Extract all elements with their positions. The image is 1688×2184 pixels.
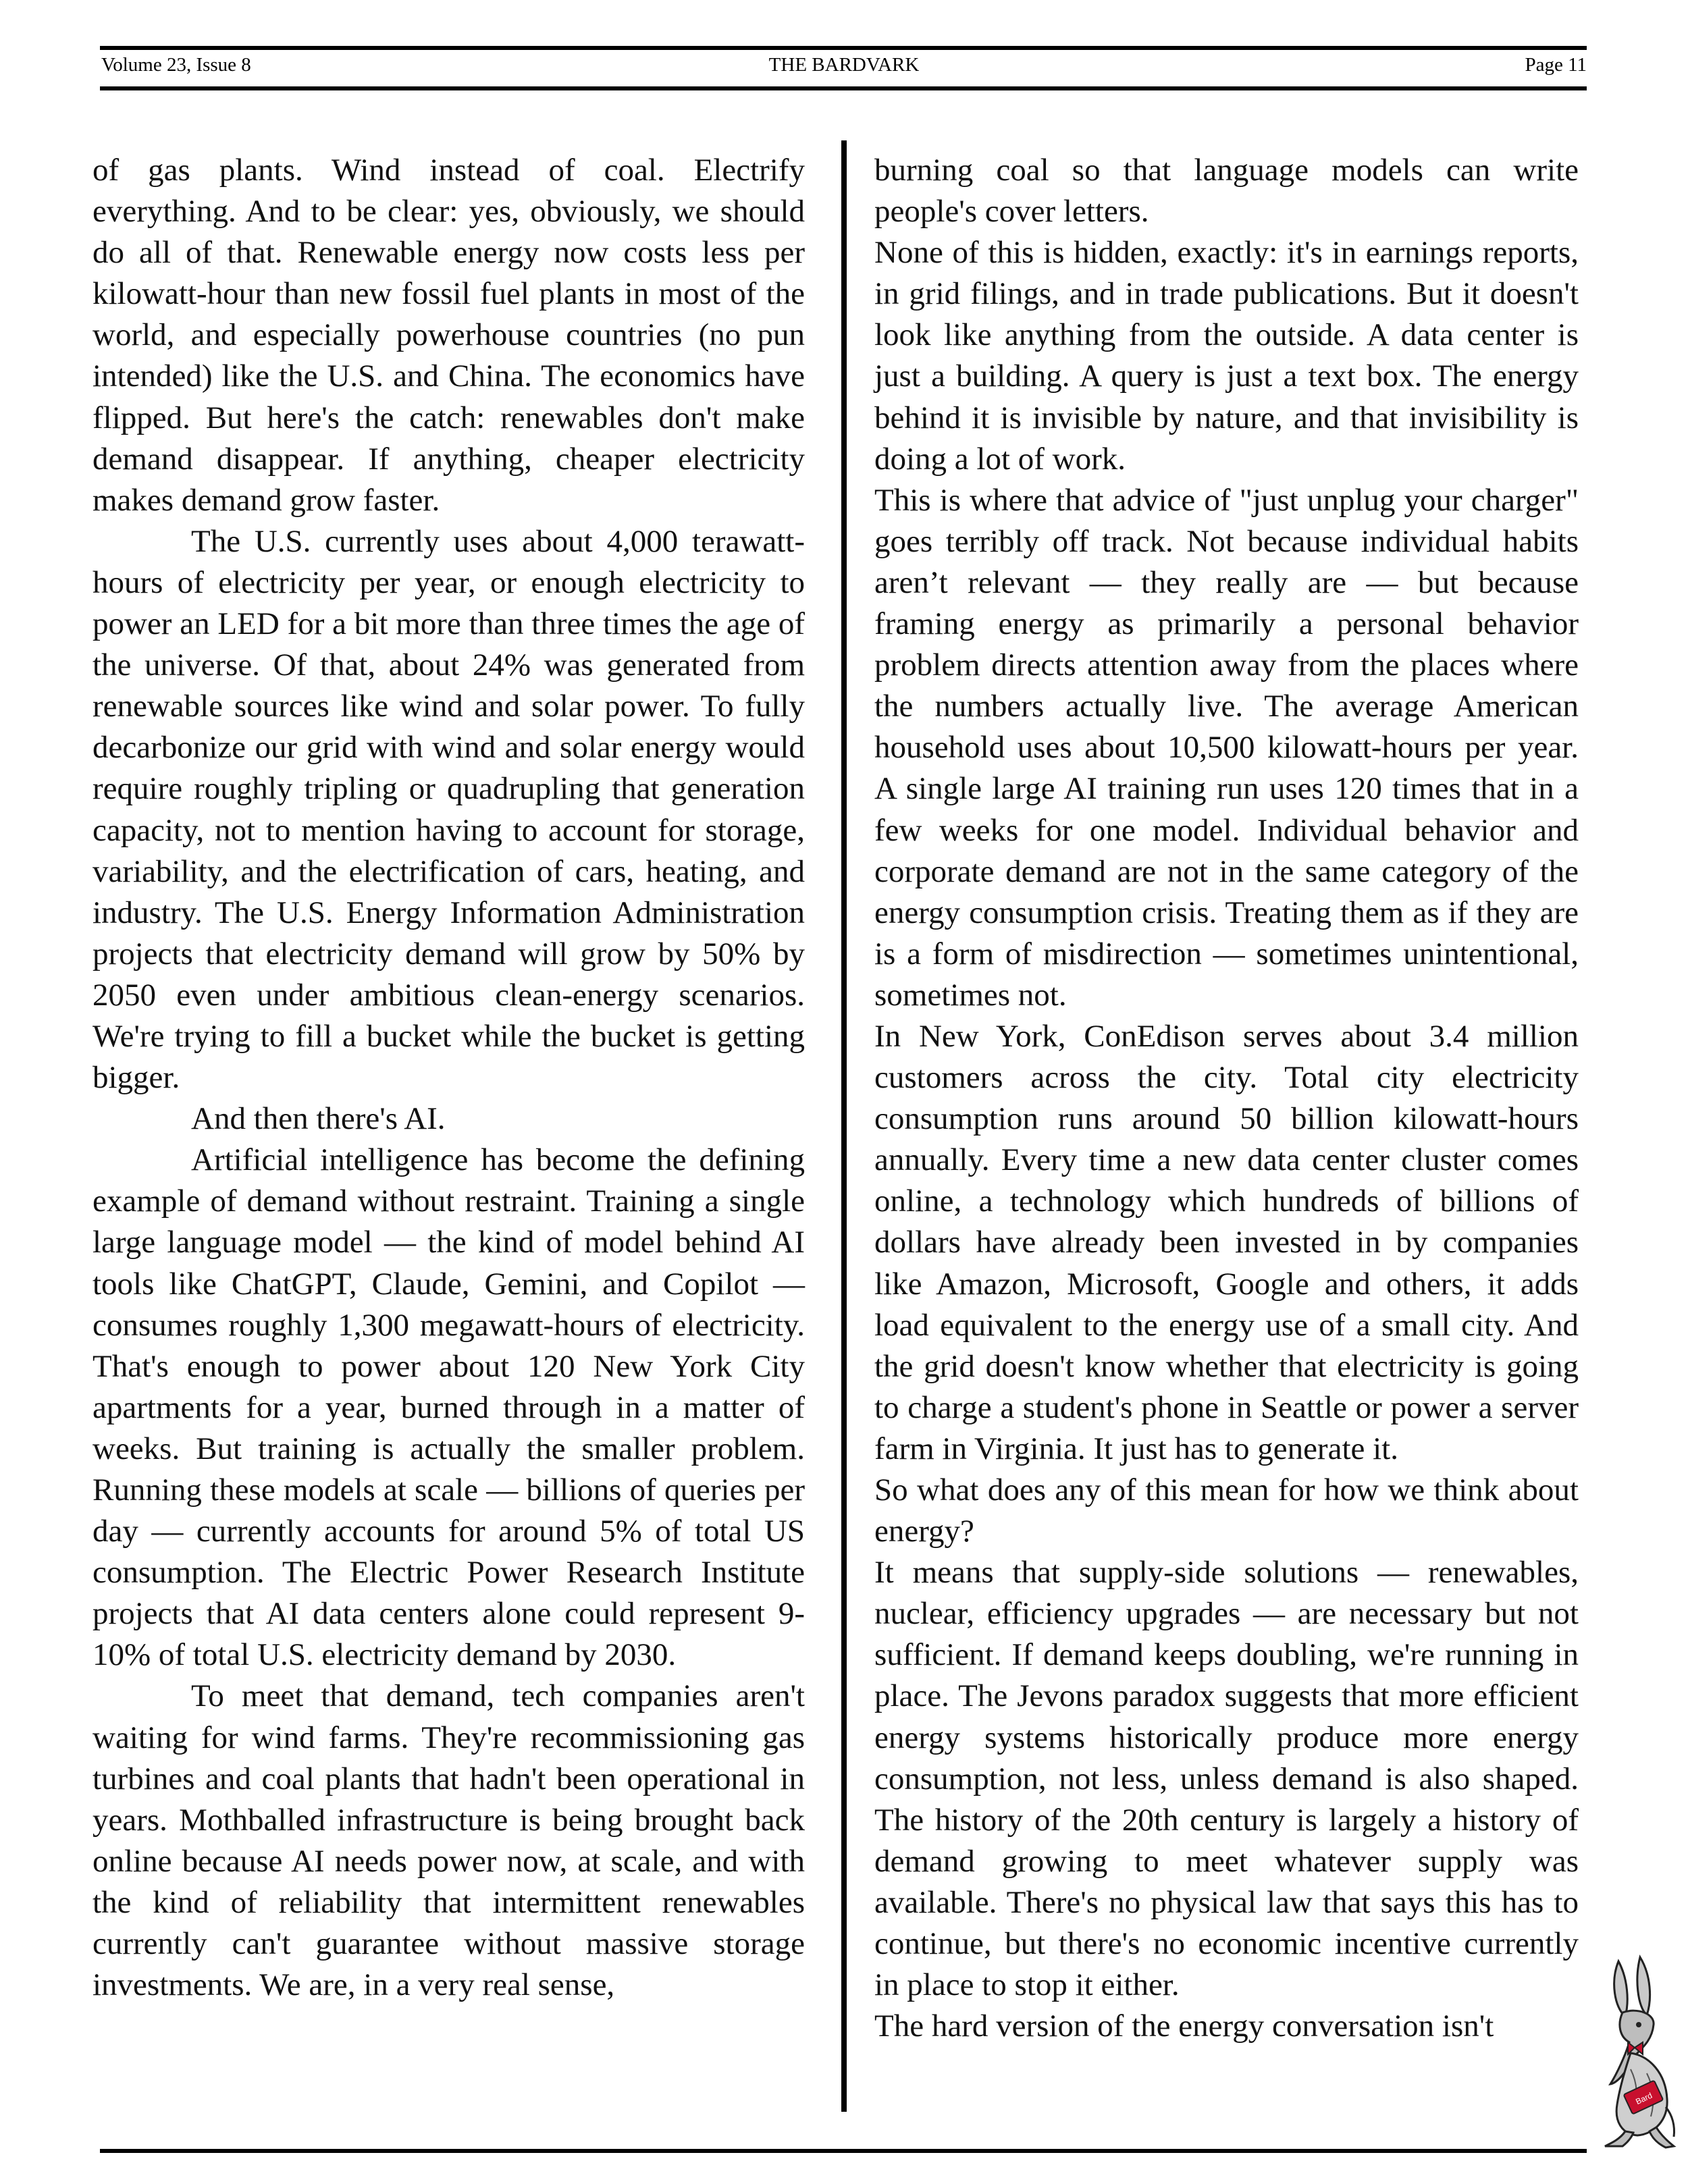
column-divider [841,140,847,2112]
paragraph-none-hidden: None of this is hidden, exactly: it's in earnings reports, in grid filings, and in trade publications. But it doesn't look like anything from the outside. A data center is just a building. A query is just a text box. The energy behind it is invisible by nature, and that invisibility is doing a lot of work. [874,235,1579,477]
footer-rule [100,2149,1587,2153]
paragraph-hard-version: The hard version of the energy conversation isn't [874,2008,1494,2044]
page-number: Page 11 [1525,54,1587,76]
paragraph-supply-side: It means that supply-side solutions — renewables, nuclear, efficiency upgrades — are necessary but not sufficient. If demand keeps doubling, we're running in place. The Jevons paradox suggests that more efficient energy systems historically produce more energy consumption, not less, unless demand is also shaped. The history of the 20th century is largely a history of demand growing to meet whatever supply was available. There's no physical law that says this has to continue, but there's no economic incentive currently in place to stop it either. [874,1555,1579,2003]
paragraph-renewables: of gas plants. Wind instead of coal. Electrify everything. And to be clear: yes, obviously, we should do all of that. Renewable energy now costs less per kilowatt-hour than new fossil fuel plants in most of the world, and especially powerhouse countries (no pun intended) like the U.S. and China. The economics have flipped. But here's the catch: renewables don't make demand disappear. If anything, cheaper electricity makes demand grow faster. [93,153,805,518]
paragraph-what-does-it-mean: So what does any of this mean for how we think about energy? [874,1472,1579,1549]
aardvark-mascot-icon [1590,1954,1678,2150]
header-top-rule [100,46,1587,50]
paragraph-unplug-charger: This is where that advice of "just unplug your charger" goes terribly off track. Not because individual habits aren’t relevant — they really are — but because framing energy as primarily a personal behavior problem directs attention away from the places where the numbers actually live. The average American household uses about 10,500 kilowatt-hours per year. A single large AI training run uses 120 times that in a few weeks for one model. Individual behavior and corporate demand are not in the same category of the energy consumption crisis. Treating them as if they are is a form of misdirection — sometimes unintentional, sometimes not. [874,482,1579,1013]
paragraph-us-electricity: The U.S. currently uses about 4,000 terawatt-hours of electricity per year, or enough electricity to power an LED for a bit more than three times the age of the universe. Of that, about 24% was generated from renewable sources like wind and solar power. To fully decarbonize our grid with wind and solar energy would require roughly tripling or quadrupling that generation capacity, not to mention having to account for storage, variability, and the electrification of cars, heating, and industry. The U.S. Energy Information Administration projects that electricity demand will grow by 50% by 2050 even under ambitious clean-energy scenarios. We're trying to fill a bucket while the bucket is getting bigger. [93,523,805,1096]
mascot-badge-text: Bard [1634,2090,1654,2107]
right-column [874,150,1579,2047]
masthead-title: THE BARDVARK [768,54,920,76]
paragraph-then-ai: And then there's AI. [191,1101,446,1137]
paragraph-tech-companies: To meet that demand, tech companies aren't waiting for wind farms. They're recommissioning gas turbines and coal plants that hadn't been operational in years. Mothballed infrastructure is being brought back online because AI needs power now, at scale, and with the kind of reliability that intermittent renewables currently can't guarantee without massive storage investments. We are, in a very real sense, [93,1678,805,2003]
left-column [93,150,805,2006]
paragraph-ai-demand: Artificial intelligence has become the defining example of demand without restraint. Training a single large language model — the kind of model behind AI tools like ChatGPT, Claude, Gemini, and Copilot — consumes roughly 1,300 megawatt-hours of electricity. That's enough to power about 120 New York City apartments for a year, burned through in a matter of weeks. But training is actually the smaller problem. Running these models at scale — billions of queries per day — currently accounts for around 5% of total US consumption. The Electric Power Research Institute projects that AI data centers alone could represent 9-10% of total U.S. electricity demand by 2030. [93,1142,805,1673]
paragraph-new-york: In New York, ConEdison serves about 3.4 million customers across the city. Total city electricity consumption runs around 50 billion kilowatt-hours annually. Every time a new data center cluster comes online, a technology which hundreds of billions of dollars have already been invested in by companies like Amazon, Microsoft, Google and others, it adds load equivalent to the energy use of a small city. And the grid doesn't know whether that electricity is going to charge a student's phone in Seattle or power a server farm in Virginia. It just has to generate it. [874,1018,1579,1466]
paragraph-burning-coal: burning coal so that language models can write people's cover letters. [874,153,1579,230]
header-bottom-rule [100,86,1587,90]
volume-issue: Volume 23, Issue 8 [101,54,251,76]
